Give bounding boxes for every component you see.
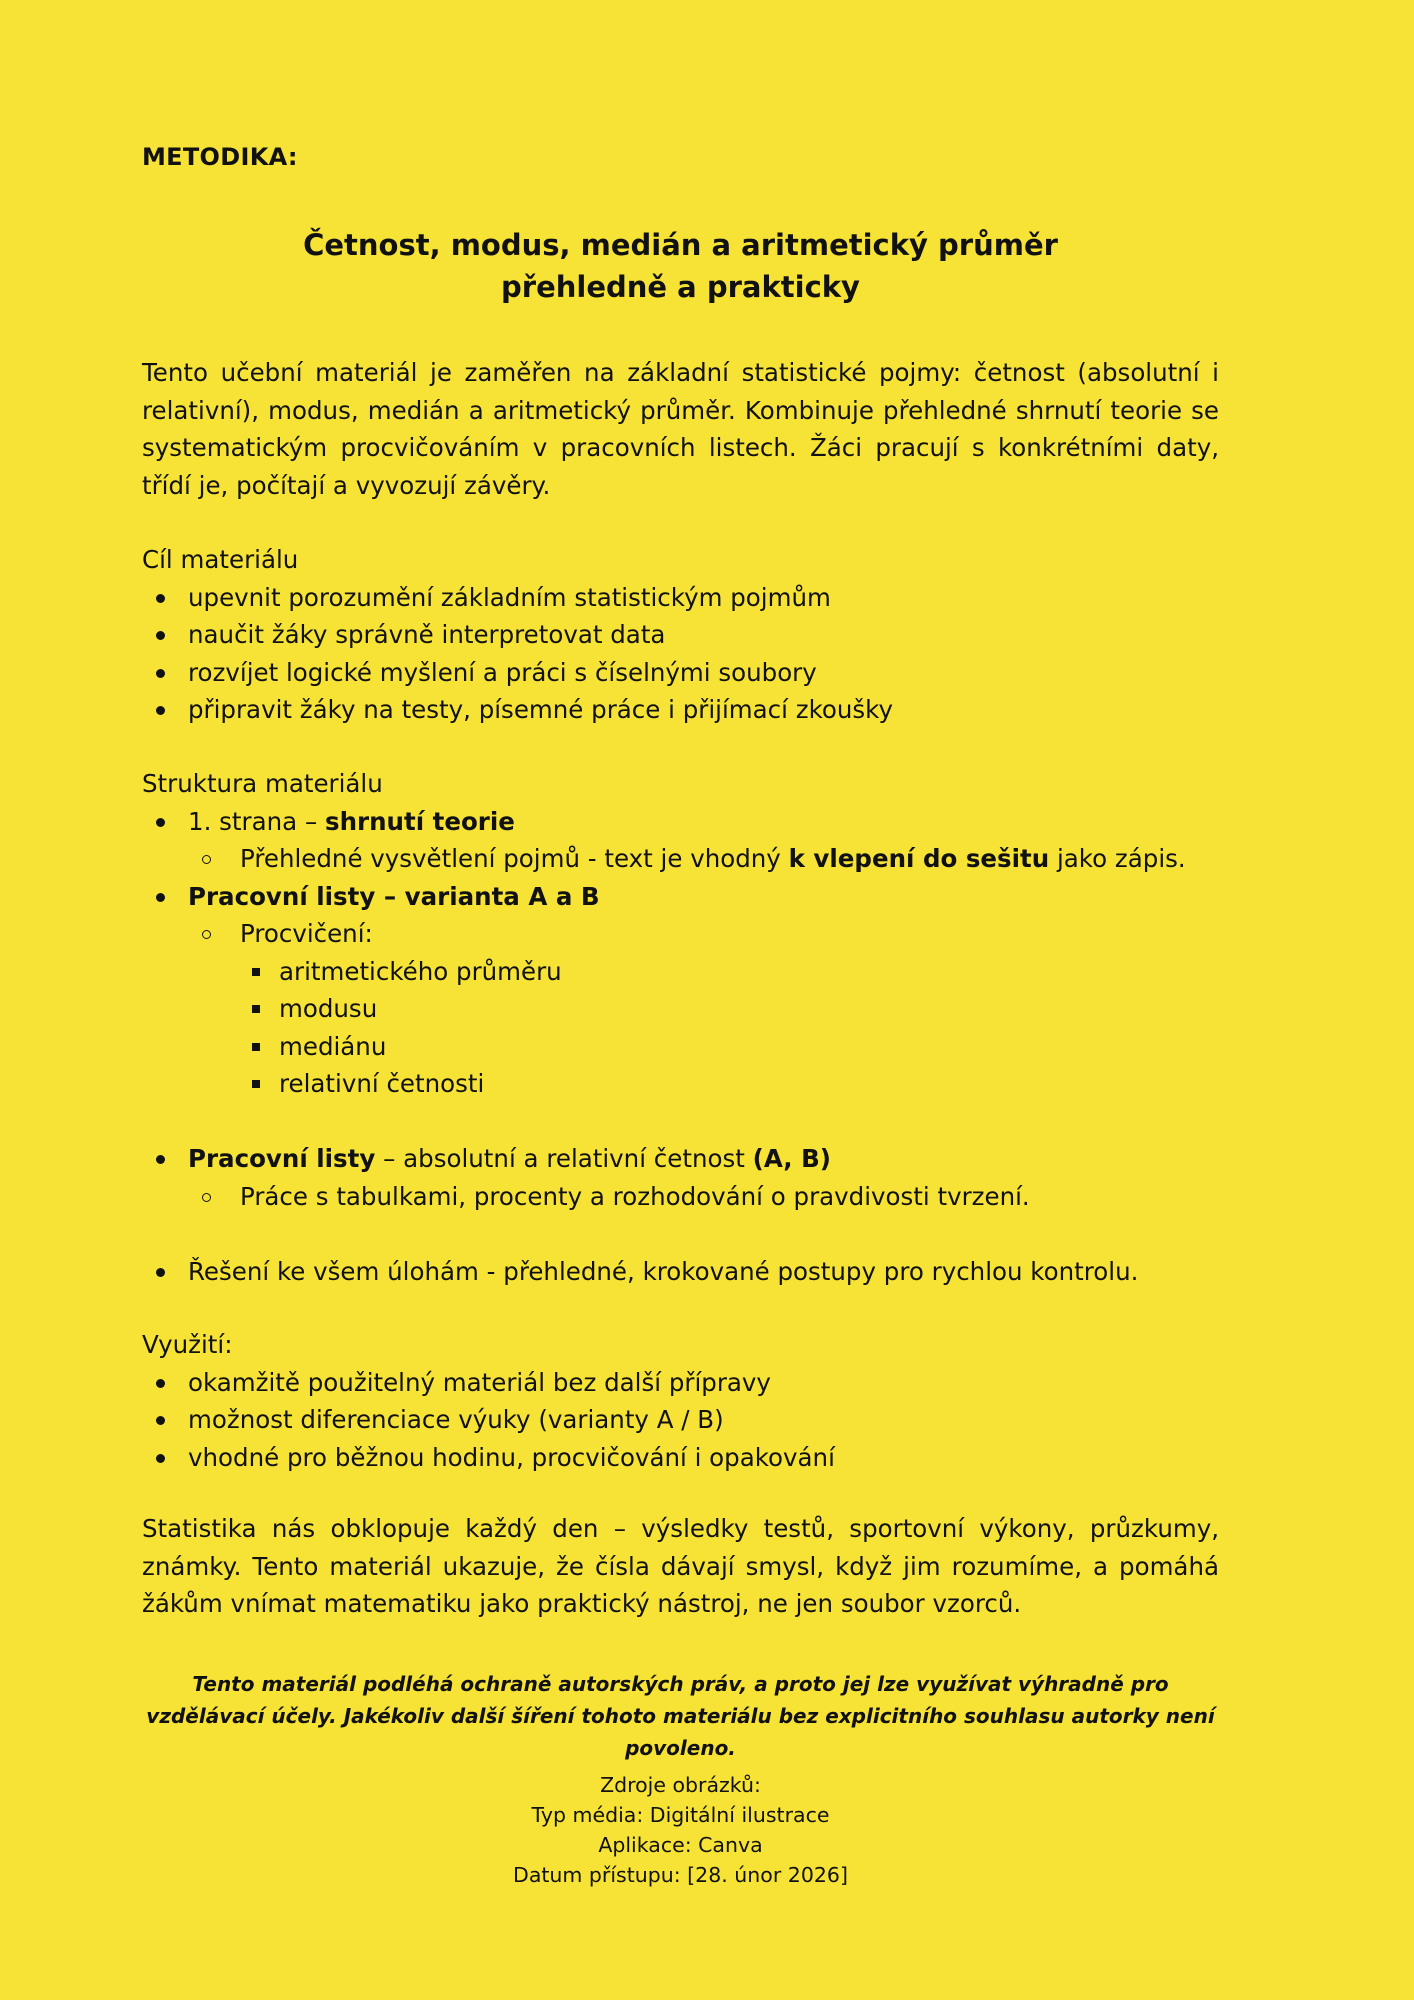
sources-access-date: Datum přístupu: [28. únor 2026] (513, 1863, 848, 1887)
list-item (142, 616, 1219, 654)
title-line-1: Četnost, modus, medián a aritmetický průměr (303, 228, 1058, 262)
list-item-bold: Pracovní listy (188, 1144, 376, 1173)
list-item-text: modusu (279, 994, 378, 1023)
list-item (142, 1140, 1219, 1178)
list-item (142, 691, 1219, 729)
list-item-text: jako zápis. (1049, 844, 1186, 873)
methodology-label: METODIKA: (142, 143, 298, 171)
list-item (142, 1028, 1219, 1066)
list-item (142, 1401, 1219, 1439)
structure-list (142, 803, 1219, 1291)
copyright-notice: Tento materiál podléhá ochraně autorských práv, a proto jej lze využívat výhradně pro vzdělávací účely. Jakékoliv další šíření tohoto materiálu bez explicitního souhlasu autorky není povoleno. (146, 1672, 1215, 1760)
list-item-text: 1. strana – (188, 806, 325, 836)
list-item-text: mediánu (279, 1031, 387, 1061)
list-item-bold: k vlepení do sešitu (788, 844, 1050, 873)
intro-paragraph: Tento učební materiál je zaměřen na základní statistické pojmy: četnost (absolutní i relativní), modus, medián a aritmetický průměr. Kombinuje přehledné shrnutí teorie se systematickým procvičováním v pracovních listech. Žáci pracují s konkrétními daty, třídí je, počítají a vyvozují závěry. (142, 358, 1219, 500)
list-item-text: naučit žáky správně interpretovat data (188, 620, 666, 649)
list-item (142, 953, 1219, 991)
list-item (142, 1364, 1219, 1402)
usage-section (142, 1326, 1219, 1476)
list-item-text: připravit žáky na testy, písemné práce i přijímací zkoušky (188, 695, 893, 724)
list-item-text: Řešení ke všem úlohám - přehledné, krokované postupy pro rychlou kontrolu. (188, 1256, 1139, 1286)
usage-list (142, 1364, 1219, 1477)
list-item (142, 1178, 1219, 1216)
list-item-text: Práce s tabulkami, procenty a rozhodování o pravdivosti tvrzení. (240, 1181, 1030, 1211)
title-line-2: přehledně a prakticky (501, 270, 860, 304)
list-item-bold: shrnutí teorie (325, 806, 515, 836)
list-item-bold: (A, B) (752, 1144, 831, 1173)
list-item-text: Procvičení: (240, 919, 373, 948)
usage-heading: Využití: (142, 1330, 233, 1359)
closing-paragraph: Statistika nás obklopuje každý den – výsledky testů, sportovní výkony, průzkumy, známky. Tento materiál ukazuje, že čísla dávají smysl, když jim rozumíme, a pomáhá žákům vnímat matematiku jako praktický nástroj, ne jen soubor vzorců. (142, 1514, 1219, 1618)
list-item-text: možnost diferenciace výuky (varianty A / B) (188, 1405, 724, 1434)
list-item (142, 990, 1219, 1028)
sources-heading: Zdroje obrázků: (600, 1773, 761, 1797)
list-item (142, 878, 1219, 916)
structure-heading: Struktura materiálu (142, 769, 383, 798)
image-sources (142, 1770, 1219, 1890)
list-item-text: vhodné pro běžnou hodinu, procvičování i opakování (188, 1442, 835, 1472)
list-item (142, 840, 1219, 878)
list-item (142, 1253, 1219, 1291)
goals-section (142, 541, 1219, 729)
structure-section (142, 765, 1219, 1290)
goals-heading: Cíl materiálu (142, 545, 299, 574)
sources-media-type: Typ média: Digitální ilustrace (531, 1803, 830, 1827)
list-item (142, 654, 1219, 692)
list-item-text: upevnit porozumění základním statistickým pojmům (188, 582, 831, 612)
list-item (142, 579, 1219, 617)
goals-list (142, 579, 1219, 729)
list-item (142, 915, 1219, 953)
sources-app: Aplikace: Canva (598, 1833, 763, 1857)
list-item (142, 1439, 1219, 1477)
list-item-text: – absolutní a relativní četnost (375, 1144, 753, 1173)
list-item-text: okamžitě použitelný materiál bez další přípravy (188, 1367, 771, 1397)
list-item-text: Přehledné vysvětlení pojmů - text je vhodný (240, 844, 789, 873)
list-item (142, 803, 1219, 841)
list-item-text: relativní četnosti (279, 1069, 485, 1098)
list-item-text: rozvíjet logické myšlení a práci s číselnými soubory (188, 657, 817, 687)
list-item-bold: Pracovní listy – varianta A a B (188, 881, 600, 911)
list-item-text: aritmetického průměru (279, 956, 562, 986)
list-item (142, 1065, 1219, 1103)
document-title (142, 224, 1219, 308)
